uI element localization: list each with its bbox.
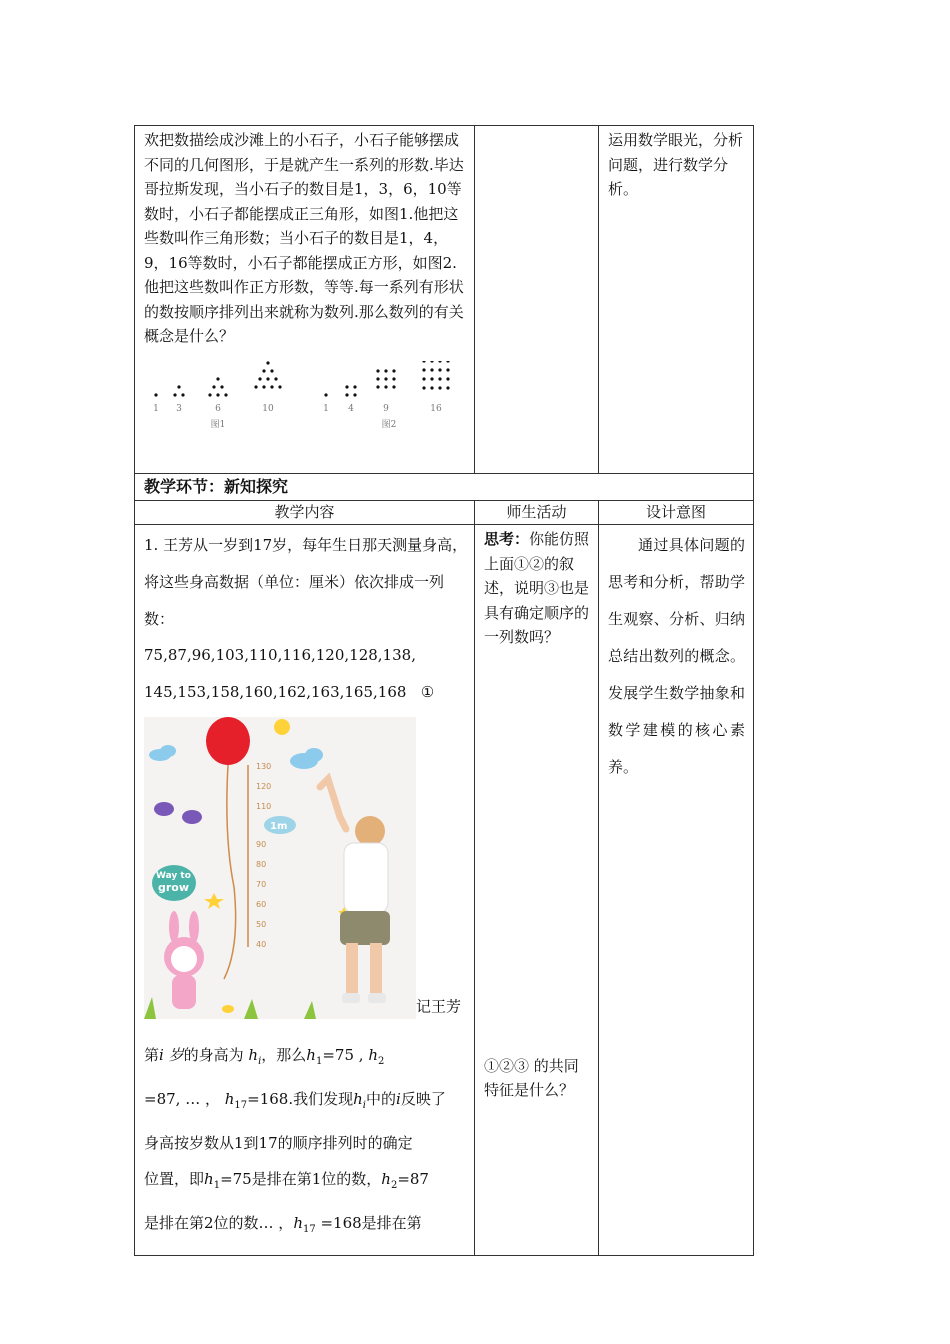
sequence-mark: ① (420, 683, 435, 702)
problem-intro: 1. 王芳从一岁到17岁，每年生日那天测量身高，将这些身高数据（单位：厘米）依次排成一列数： (144, 536, 468, 628)
svg-text:1m: 1m (270, 820, 288, 832)
fig2-label: 1 (323, 403, 329, 414)
design-text: 通过具体问题的思考和分析，帮助学生观察、分析、归纳总结出数列的概念。发展学生数学抽象和数学建模的核心素养。 (608, 536, 745, 776)
stone-figures (144, 361, 462, 437)
design-cell (599, 525, 754, 1256)
svg-text:60: 60 (256, 899, 267, 909)
bird-icon (182, 810, 202, 824)
explanation-line: 身高按岁数从1到17的顺序排列时的确定 (144, 1133, 413, 1152)
activity-cell (475, 126, 599, 474)
photo-line (144, 717, 468, 1019)
square-dots-figure (324, 361, 449, 397)
fig1-label: 3 (176, 403, 182, 414)
balloon-icon (206, 717, 250, 765)
header-content: 教学内容 (135, 501, 475, 525)
table-row (135, 525, 754, 1256)
sun-icon (274, 719, 290, 735)
section-row (135, 474, 754, 501)
fig2-label: 4 (348, 403, 354, 414)
fig2-label: 9 (383, 403, 389, 414)
header-activity: 师生活动 (475, 501, 599, 525)
fig1-label: 10 (262, 403, 274, 414)
sequence-line: 75,87,96,103,110,116,120,128,138, (144, 646, 416, 665)
table-row (135, 126, 754, 474)
svg-text:80: 80 (256, 859, 267, 869)
sequence-line (144, 674, 468, 711)
fig1-label: 1 (153, 403, 159, 414)
think-text: 你能仿照上面①②的叙述，说明③也是具有确定顺序的一列数吗？ (484, 530, 590, 646)
svg-text:130: 130 (256, 761, 272, 771)
svg-text:120: 120 (256, 781, 272, 791)
height-chart-photo (144, 717, 416, 1019)
svg-text:110: 110 (256, 801, 272, 811)
svg-text:70: 70 (256, 879, 267, 889)
explanation-line: 是排在第2位的数… ，$h_{17} =168$是排在第 (144, 1214, 422, 1236)
bird-icon (154, 802, 174, 816)
svg-text:40: 40 (256, 939, 267, 949)
common-question: ①②③ 的共同特征是什么？ (484, 1056, 579, 1099)
explanation-line: =87, … ， $h_{17}=168$.我们发现$h_i$中的i反映了 (144, 1089, 446, 1111)
photo-caption-text: 记王芳 (416, 997, 462, 1016)
fig2-label: 16 (430, 403, 442, 414)
fig2-caption: 图2 (381, 419, 397, 430)
svg-text:Way to: Way to (156, 870, 191, 881)
design-cell (599, 126, 754, 474)
content-cell (135, 126, 475, 474)
content-cell (135, 525, 475, 1256)
fig1-label: 6 (215, 403, 221, 414)
svg-text:50: 50 (256, 919, 267, 929)
think-prompt (484, 527, 590, 650)
design-text: 运用数学眼光，分析问题，进行数学分析。 (608, 131, 744, 198)
header-row (135, 501, 754, 525)
explanation-line: 位置，即$h_1=75$是排在第1位的数，$h_2=87$ (144, 1170, 429, 1192)
header-design: 设计意图 (599, 501, 754, 525)
think-label: 思考： (484, 530, 530, 548)
triangle-dots-figure (154, 361, 281, 396)
explanation-line: 第i 岁的身高为 $h_i$，那么$h_1=75$ , $h_2$ (144, 1045, 385, 1067)
intro-paragraph: 欢把数描绘成沙滩上的小石子，小石子能够摆成不同的几何图形，于是就产生一系列的形数.毕达哥拉斯发现，当小石子的数目是1，3，6，10等数时，小石子都能摆成正三角形，如图1.他把这些数叫作三角形数；当小石子的数目是1，4，9，16等数时，小石子都能摆成正方形，如图2.他把这些数叫作正方形数，等等.每一系列有形状的数按顺序排列出来就称为数列.那么数列的有关概念是什么？ (144, 131, 464, 345)
sequence-values: 145,153,158,160,162,163,165,168 (144, 683, 407, 702)
lesson-table (134, 125, 754, 1256)
svg-text:grow: grow (158, 880, 190, 894)
svg-text:90: 90 (256, 839, 267, 849)
activity-cell (475, 525, 599, 1256)
section-title: 教学环节：新知探究 (135, 474, 754, 501)
fig1-caption: 图1 (210, 419, 226, 430)
